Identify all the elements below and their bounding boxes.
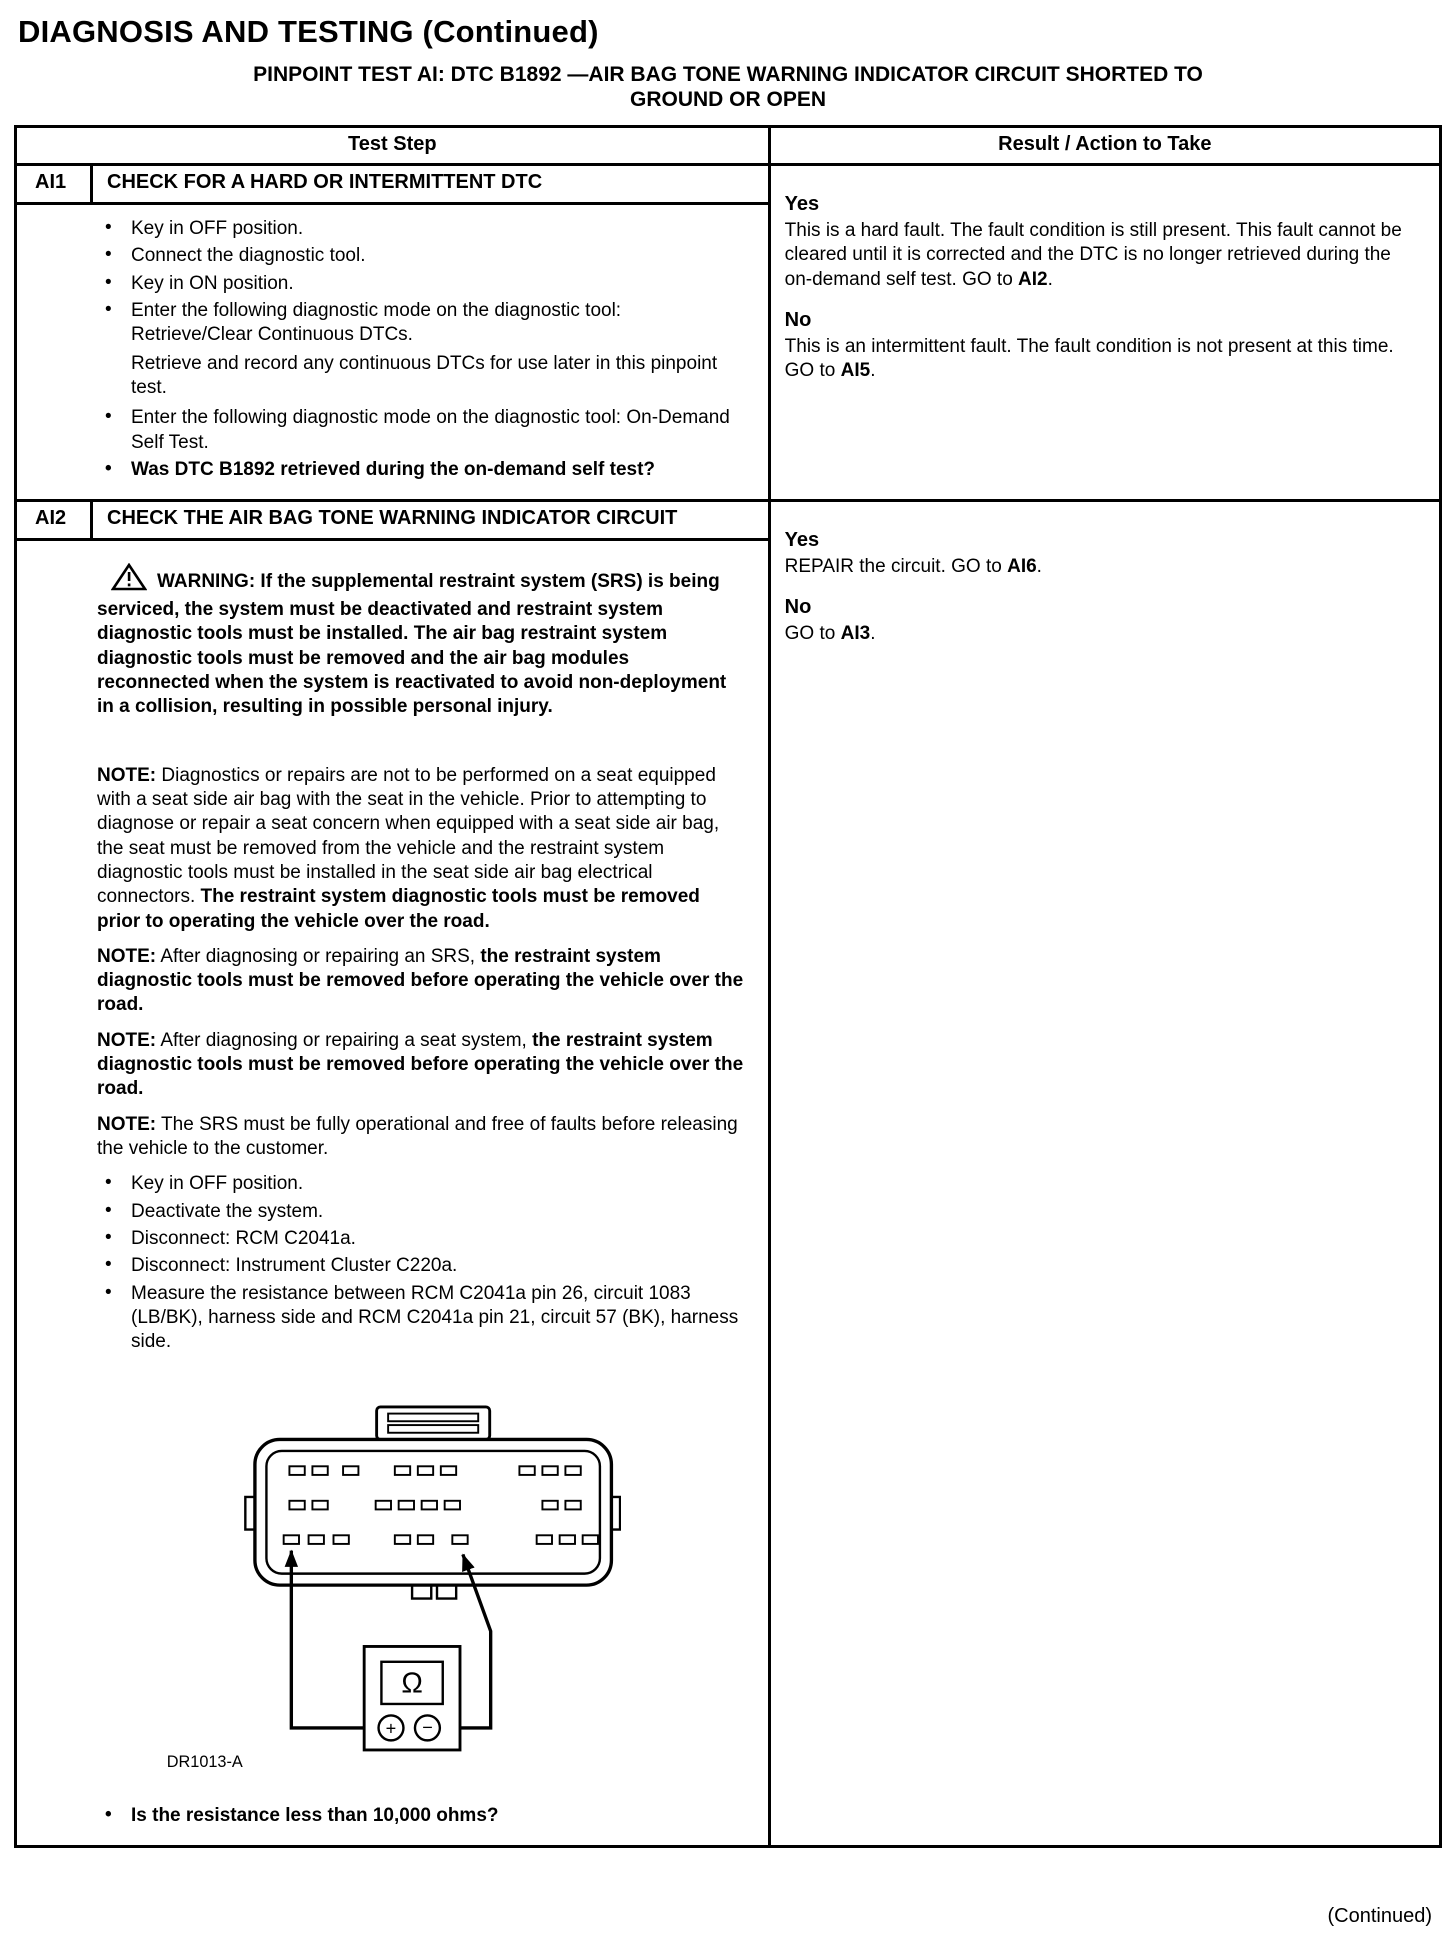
ai2-title-bar [17, 502, 768, 541]
warning-label: WARNING: [157, 570, 256, 592]
yes-label: Yes [784, 193, 820, 216]
ai1-procedure [17, 205, 768, 499]
ai2-result-yes [785, 528, 1421, 579]
ai1-test-step-cell [17, 166, 771, 499]
ai2-step-id: AI2 [17, 502, 93, 538]
figure-label: DR1013-A [166, 1752, 243, 1771]
note-paragraph [97, 764, 746, 934]
ai1-result-no [785, 308, 1421, 383]
connector-pin-row-2 [289, 1500, 580, 1509]
connector-latch [377, 1406, 490, 1439]
table-header-row [17, 128, 1439, 167]
pin-26 [284, 1535, 299, 1544]
step-reference: AI2 [1018, 268, 1048, 290]
ai2-test-step-cell [17, 502, 771, 1845]
ai2-result-no [785, 595, 1421, 646]
connector-pin-row-1 [289, 1466, 580, 1475]
ai2-question-list [97, 1804, 746, 1828]
plus-terminal-label: + [385, 1718, 397, 1739]
list-item: • Key in OFF position. [97, 217, 746, 241]
ai1-question: • Was DTC B1892 retrieved during the on-demand self test? [97, 458, 746, 482]
ai1-steps-list [97, 217, 746, 348]
connector-ohmmeter-figure [161, 1401, 621, 1775]
test-step-row-ai2 [17, 499, 1439, 1845]
warning-text: If the supplemental restraint system (SRS) is being serviced, the system must be deactivated and restraint system diagnostic tools must be installed. The air bag restraint system diagnostic tools must be removed and the air bag modules reconnected when the system is reactivated to avoid non-deployment in a collision, resulting in possible personal injury. [97, 570, 727, 718]
continued-note: (Continued) [1327, 1905, 1432, 1928]
note-paragraph [97, 945, 746, 1018]
warning-paragraph [97, 563, 746, 720]
no-label: No [784, 309, 812, 332]
ai2-steps-list [97, 1172, 746, 1354]
result-text-end: . [1036, 555, 1042, 577]
ai1-retrieve-note: Retrieve and record any continuous DTCs for use later in this pinpoint test. [131, 352, 718, 398]
connector-pin-row-3 [284, 1535, 598, 1544]
note-paragraph [97, 1029, 746, 1102]
list-item: • Measure the resistance between RCM C2041a pin 26, circuit 1083 (LB/BK), harness side and RCM C2041a pin 21, circuit 57 (BK), harness side. [97, 1282, 746, 1355]
note-bold-text: the restraint system diagnostic tools must be removed before operating the vehicle over the road. [97, 945, 744, 1016]
result-text: This is an intermittent fault. The fault condition is not present at this time. GO to [784, 335, 1394, 381]
ai1-result-yes [785, 192, 1421, 292]
note-paragraph [97, 1113, 746, 1162]
meter-lead-to-pin-21 [460, 1554, 491, 1727]
note-text: Diagnostics or repairs are not to be performed on a seat equipped with a seat side air bag with the seat in the vehicle. Prior to attempting to diagnose or repair a seat concern when equipped with a seat side air bag, the seat must be removed from the vehicle and the restraint system diagnostic tools must be installed in the seat side air bag electrical connectors. [97, 764, 720, 908]
ai2-step-title: CHECK THE AIR BAG TONE WARNING INDICATOR CIRCUIT [107, 507, 678, 530]
ohm-symbol: Ω [401, 1667, 423, 1700]
pin-21 [452, 1535, 467, 1544]
ai1-step-title: CHECK FOR A HARD OR INTERMITTENT DTC [107, 171, 543, 194]
result-text: GO to [784, 622, 841, 644]
note-label: NOTE: [97, 945, 157, 967]
warning-triangle-icon [111, 563, 147, 598]
minus-terminal-label: − [422, 1717, 433, 1738]
yes-action-text [785, 555, 1421, 579]
no-action-text [785, 622, 1421, 646]
no-action-text [785, 335, 1421, 384]
column-header-result: Result / Action to Take [998, 132, 1212, 155]
ai1-step-id: AI1 [17, 166, 93, 202]
yes-label: Yes [784, 529, 820, 552]
result-text-end: . [1047, 268, 1053, 290]
note-text: After diagnosing or repairing an SRS, [156, 945, 481, 967]
pinpoint-test-heading-line1: PINPOINT TEST AI: DTC B1892 —AIR BAG TONE WARNING INDICATOR CIRCUIT SHORTED TO [253, 62, 1203, 86]
test-step-row-ai1 [17, 166, 1439, 499]
result-text: This is a hard fault. The fault condition is still present. This fault cannot be cleared until it is corrected and the DTC is no longer retrieved during the on-demand self test. GO to [784, 220, 1402, 290]
list-item: • Enter the following diagnostic mode on the diagnostic tool: Retrieve/Clear Continuous DTCs. [97, 299, 746, 348]
note-text: After diagnosing or repairing a seat system, [156, 1029, 533, 1051]
connector-body [255, 1439, 611, 1585]
list-item: • Key in ON position. [97, 272, 746, 296]
step-reference: AI6 [1007, 555, 1037, 577]
list-item: • Enter the following diagnostic mode on the diagnostic tool: On-Demand Self Test. [97, 406, 746, 455]
result-text-end: . [870, 359, 876, 381]
column-header-test-step: Test Step [17, 128, 771, 164]
list-item: • Deactivate the system. [97, 1200, 746, 1224]
step-reference: AI5 [840, 359, 871, 381]
result-text: REPAIR the circuit. GO to [784, 555, 1008, 577]
ai2-result-cell [771, 502, 1439, 1845]
page-title: DIAGNOSIS AND TESTING (Continued) [18, 14, 599, 49]
pinpoint-test-table [14, 125, 1442, 1848]
list-item: • Connect the diagnostic tool. [97, 244, 746, 268]
note-label: NOTE: [97, 1113, 157, 1135]
ai2-question: • Is the resistance less than 10,000 ohms? [97, 1804, 746, 1828]
note-label: NOTE: [97, 764, 157, 786]
ai1-title-bar [17, 166, 768, 205]
pinpoint-test-heading-line2: GROUND OR OPEN [629, 88, 826, 112]
list-item: • Disconnect: Instrument Cluster C220a. [97, 1254, 746, 1278]
note-text: The SRS must be fully operational and free of faults before releasing the vehicle to the customer. [97, 1113, 738, 1160]
connector-ohmmeter-diagram [161, 1401, 746, 1782]
note-bold-text: the restraint system diagnostic tools must be removed before operating the vehicle over the road. [97, 1029, 744, 1100]
list-item: • Disconnect: RCM C2041a. [97, 1227, 746, 1251]
ai2-procedure [17, 541, 768, 1845]
note-label: NOTE: [97, 1029, 157, 1051]
no-label: No [784, 596, 812, 619]
list-item: • Key in OFF position. [97, 1172, 746, 1196]
ai1-steps-list-2 [97, 406, 746, 482]
step-reference: AI3 [840, 622, 871, 644]
pinpoint-test-heading [14, 62, 1442, 113]
yes-action-text [785, 219, 1421, 292]
result-text-end: . [870, 622, 876, 644]
meter-lead-to-pin-26 [291, 1550, 364, 1727]
note-bold-text: The restraint system diagnostic tools must be removed prior to operating the vehicle over the road. [97, 886, 700, 932]
ai1-result-cell [771, 166, 1439, 499]
